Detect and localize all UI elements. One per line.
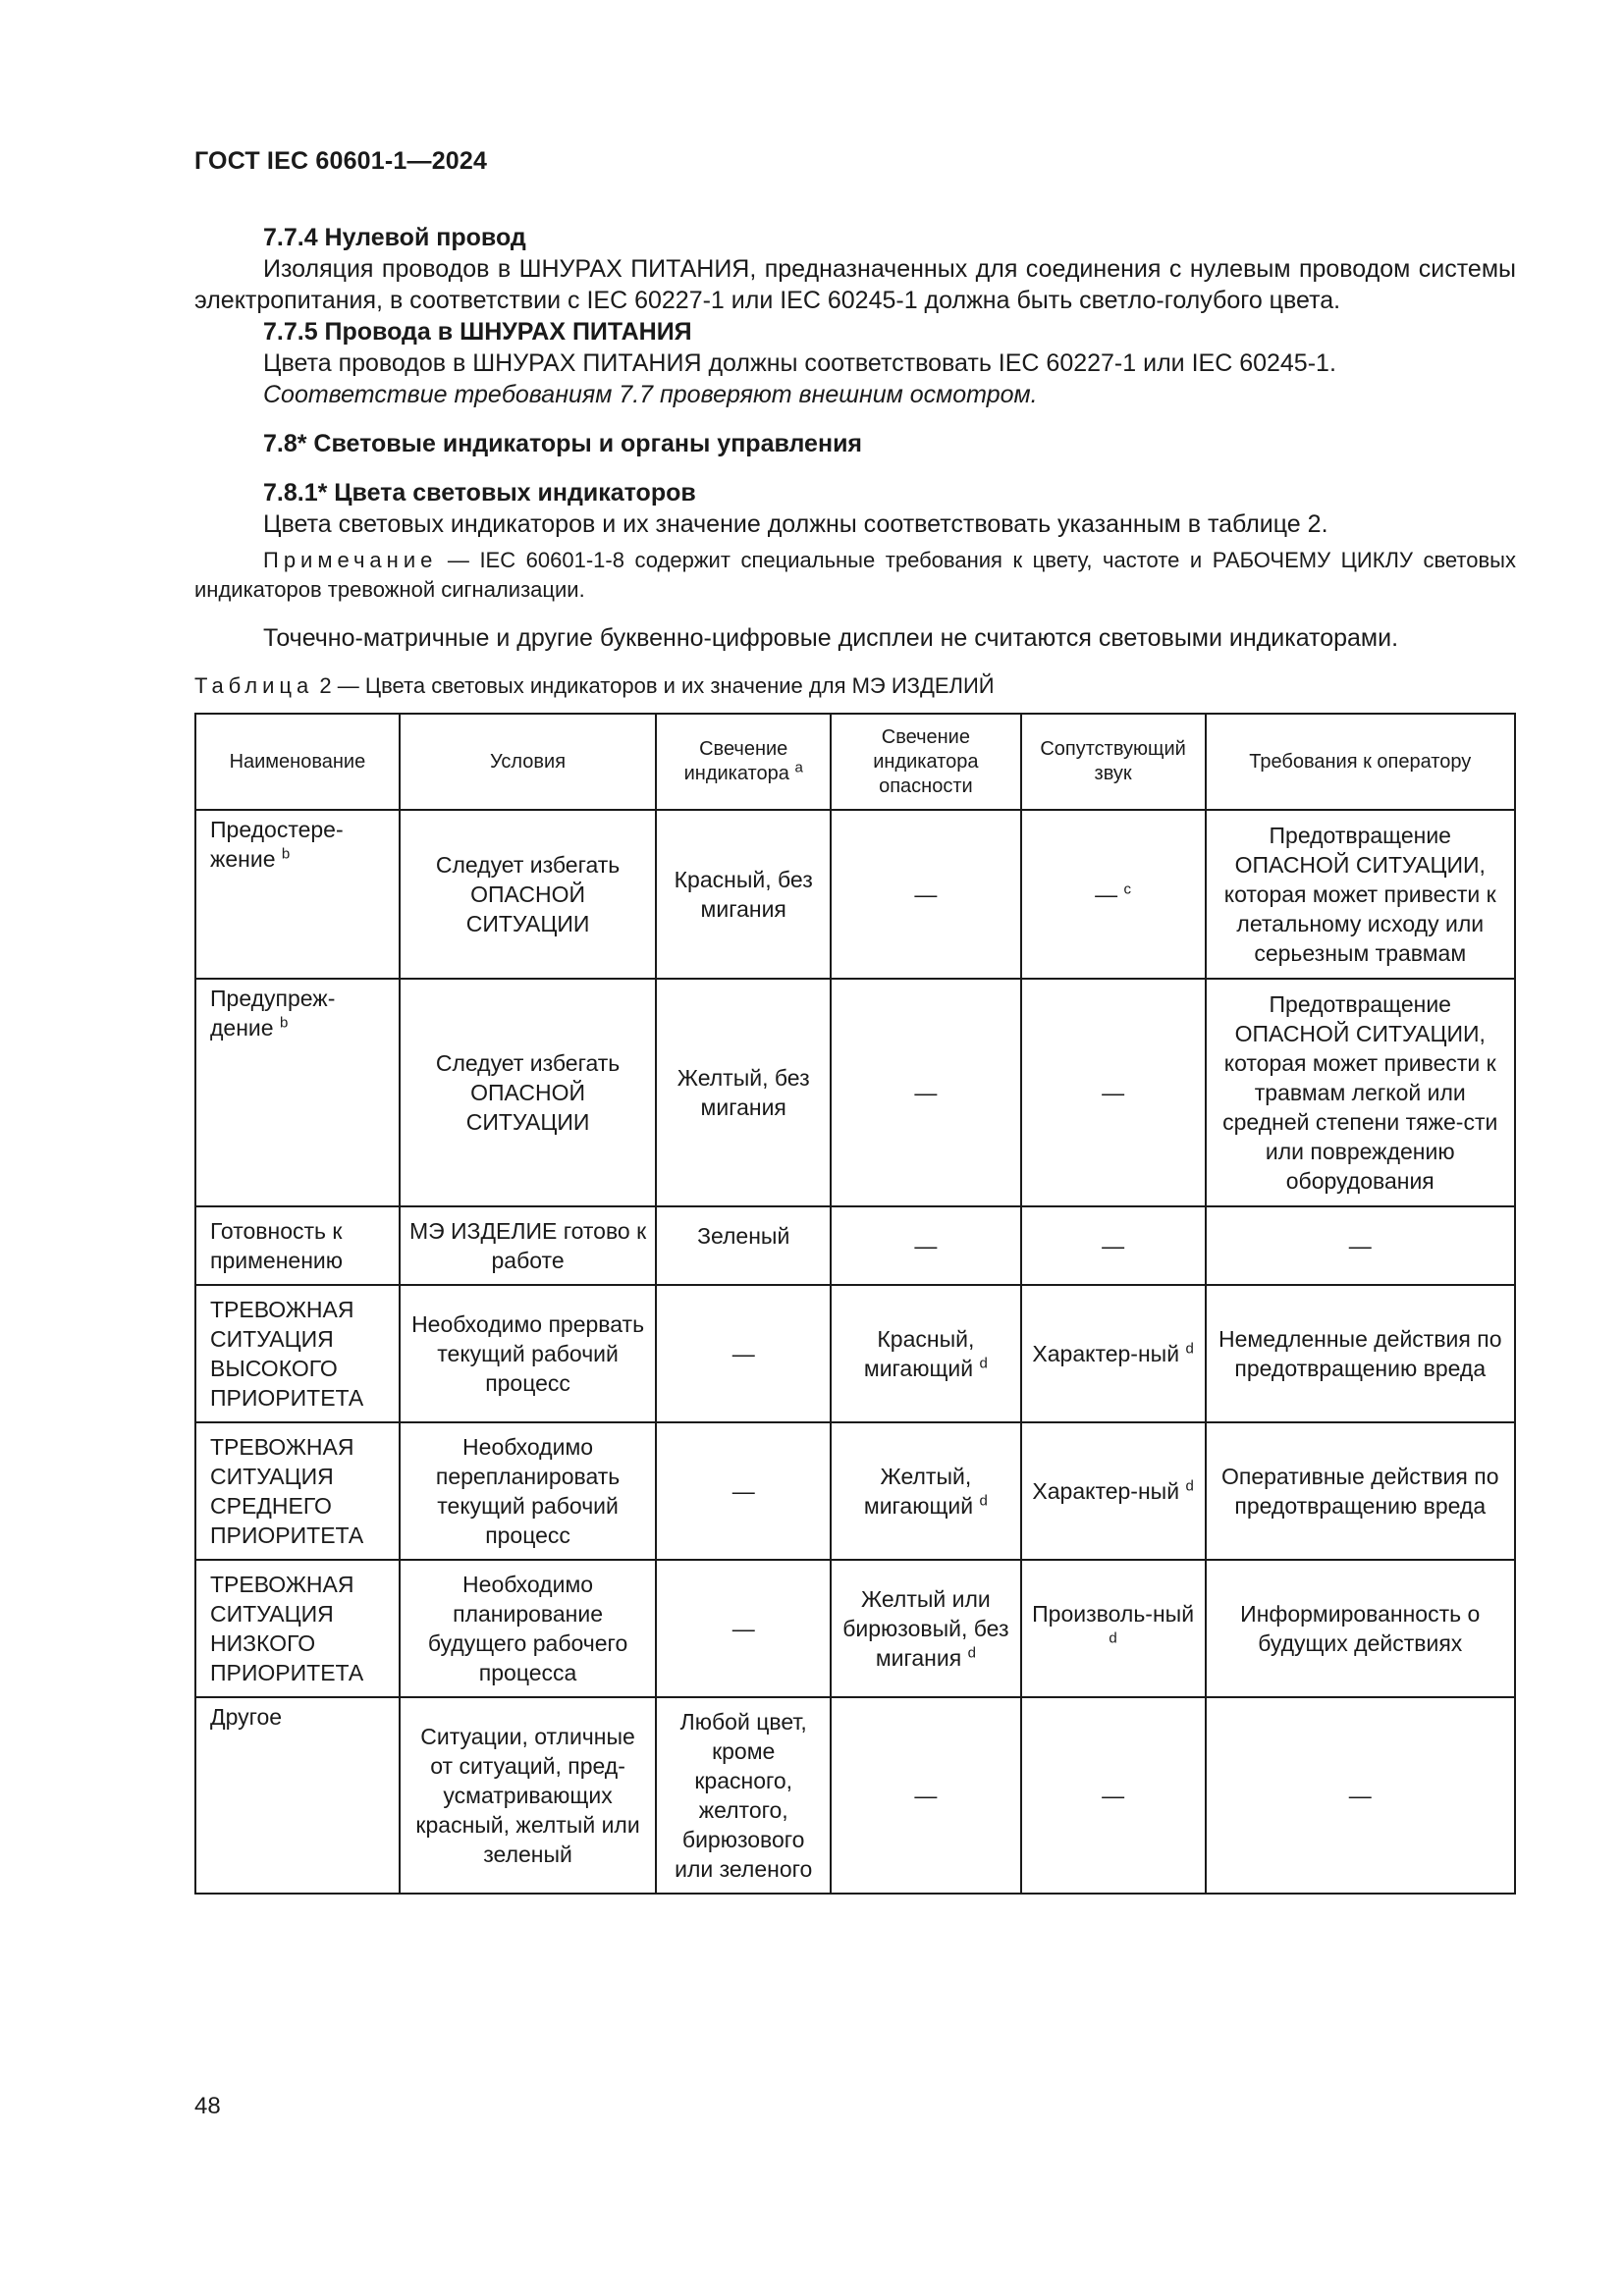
cell-conditions: Необходимо прервать текущий рабочий процесс xyxy=(400,1285,657,1422)
table-caption-label: Таблица xyxy=(194,673,314,698)
cell-sound-text: Произволь-ный xyxy=(1032,1601,1195,1627)
cell-danger xyxy=(831,1206,1021,1285)
cell-sound-text: — xyxy=(1095,881,1118,907)
header-danger: Свечение индикатора опасности xyxy=(831,714,1021,810)
cell-name xyxy=(195,979,400,1206)
cell-indicator: Любой цвет, кроме красного, желтого, бирюзового или зеленого xyxy=(656,1697,831,1894)
section-7-7-5-text: Цвета проводов в ШНУРАХ ПИТАНИЯ должны соответствовать IEC 60227-1 или IEC 60245-1. xyxy=(263,349,1336,377)
cell-indicator: — xyxy=(656,1422,831,1560)
cell-danger-footnote: d xyxy=(967,1644,976,1662)
cell-sound-text: — xyxy=(1102,1233,1125,1258)
cell-conditions: Необходимо перепланировать текущий рабочий процесс xyxy=(400,1422,657,1560)
indicator-colors-table xyxy=(194,713,1516,1895)
cell-name xyxy=(195,1206,400,1285)
cell-operator: Немедленные действия по предотвращению вреда xyxy=(1206,1285,1516,1422)
section-7-7-5-heading: 7.7.5 Провода в ШНУРАХ ПИТАНИЯ xyxy=(263,318,692,346)
cell-danger-text: — xyxy=(914,881,938,907)
section-7-8-1-text: Цвета световых индикаторов и их значение должны соответствовать указанным в таблице 2. xyxy=(263,510,1328,538)
cell-danger xyxy=(831,1697,1021,1894)
cell-danger xyxy=(831,810,1021,979)
cell-danger-footnote: d xyxy=(979,1492,988,1510)
cell-sound xyxy=(1021,1560,1206,1697)
table-row xyxy=(195,1697,1515,1894)
table-row xyxy=(195,810,1515,979)
table-row xyxy=(195,1206,1515,1285)
compliance-statement: Соответствие требованиям 7.7 проверяют внешним осмотром. xyxy=(263,381,1038,408)
cell-sound-footnote: d xyxy=(1109,1629,1117,1647)
cell-danger xyxy=(831,979,1021,1206)
note-paragraph xyxy=(194,546,1516,605)
cell-name-text: Готовность к применению xyxy=(210,1218,343,1273)
cell-sound-text: — xyxy=(1102,1080,1125,1105)
cell-sound-footnote: d xyxy=(1185,1340,1194,1358)
header-sound: Сопутствующий звук xyxy=(1021,714,1206,810)
cell-danger-text: Желтый, мигающий xyxy=(863,1464,974,1519)
cell-sound xyxy=(1021,1697,1206,1894)
cell-sound xyxy=(1021,979,1206,1206)
cell-danger-text: — xyxy=(914,1233,938,1258)
cell-name xyxy=(195,1697,400,1894)
cell-name-text: ТРЕВОЖНАЯ СИТУАЦИЯ ВЫСОКОГО ПРИОРИТЕТА xyxy=(210,1297,364,1411)
table-header-row xyxy=(195,714,1515,810)
note-text: — IEC 60601-1-8 содержит специальные требования к цвету, частоте и РАБОЧЕМУ ЦИКЛУ световых индикаторов тревожной сигнализации. xyxy=(194,548,1516,602)
table-row xyxy=(195,979,1515,1206)
cell-indicator: — xyxy=(656,1285,831,1422)
cell-danger-text: Желтый или бирюзовый, без мигания xyxy=(842,1586,1009,1671)
table-row xyxy=(195,1422,1515,1560)
cell-danger xyxy=(831,1285,1021,1422)
cell-operator: Предотвращение ОПАСНОЙ СИТУАЦИИ, которая может привести к травмам легкой или средней степени тяже-сти или повреждению оборудования xyxy=(1206,979,1516,1206)
cell-name-text: Предостере-жение xyxy=(210,817,344,872)
cell-sound xyxy=(1021,1285,1206,1422)
page-content xyxy=(194,222,1516,1895)
cell-name-text: ТРЕВОЖНАЯ СИТУАЦИЯ СРЕДНЕГО ПРИОРИТЕТА xyxy=(210,1434,364,1548)
cell-conditions: Следует избегать ОПАСНОЙ СИТУАЦИИ xyxy=(400,979,657,1206)
cell-conditions: МЭ ИЗДЕЛИЕ готово к работе xyxy=(400,1206,657,1285)
table-caption xyxy=(194,671,1516,701)
cell-danger-text: — xyxy=(914,1080,938,1105)
cell-danger xyxy=(831,1422,1021,1560)
cell-indicator: Желтый, без мигания xyxy=(656,979,831,1206)
cell-name-text: ТРЕВОЖНАЯ СИТУАЦИЯ НИЗКОГО ПРИОРИТЕТА xyxy=(210,1572,364,1685)
cell-operator: — xyxy=(1206,1697,1516,1894)
note-label: Примечание xyxy=(263,548,438,572)
cell-name-footnote: b xyxy=(279,1014,289,1032)
cell-operator: Предотвращение ОПАСНОЙ СИТУАЦИИ, которая может привести к летальному исходу или серьезным травмам xyxy=(1206,810,1516,979)
header-indicator-label: Свечение индикатора xyxy=(683,738,789,784)
cell-sound-text: Характер-ный xyxy=(1032,1478,1180,1504)
table-row xyxy=(195,1560,1515,1697)
section-7-8-1-text2: Точечно-матричные и другие буквенно-цифровые дисплеи не считаются световыми индикаторами. xyxy=(263,624,1399,652)
table-caption-text: 2 — Цвета световых индикаторов и их значение для МЭ ИЗДЕЛИЙ xyxy=(313,673,995,698)
cell-operator: Оперативные действия по предотвращению вреда xyxy=(1206,1422,1516,1560)
header-conditions: Условия xyxy=(400,714,657,810)
cell-name xyxy=(195,810,400,979)
cell-conditions: Следует избегать ОПАСНОЙ СИТУАЦИИ xyxy=(400,810,657,979)
cell-operator: — xyxy=(1206,1206,1516,1285)
cell-sound xyxy=(1021,1422,1206,1560)
cell-sound xyxy=(1021,1206,1206,1285)
cell-conditions: Необходимо планирование будущего рабочего процесса xyxy=(400,1560,657,1697)
cell-sound-text: — xyxy=(1102,1783,1125,1808)
cell-indicator: Красный, без мигания xyxy=(656,810,831,979)
header-operator: Требования к оператору xyxy=(1206,714,1516,810)
cell-conditions: Ситуации, отличные от ситуаций, пред-усматривающих красный, желтый или зеленый xyxy=(400,1697,657,1894)
cell-sound xyxy=(1021,810,1206,979)
section-7-7-4-heading: 7.7.4 Нулевой провод xyxy=(263,224,526,251)
cell-indicator: — xyxy=(656,1560,831,1697)
section-7-7-4-text: Изоляция проводов в ШНУРАХ ПИТАНИЯ, предназначенных для соединения с нулевым проводом системы электропитания, в соответствии с IEC 60227-1 или IEC 60245-1 должна быть светло-голубого цвета. xyxy=(194,255,1516,314)
cell-name-text: Другое xyxy=(210,1704,283,1730)
cell-sound-footnote: c xyxy=(1123,881,1132,898)
cell-sound-text: Характер-ный xyxy=(1032,1341,1180,1366)
section-7-8-1-heading: 7.8.1* Цвета световых индикаторов xyxy=(263,479,696,507)
header-name: Наименование xyxy=(195,714,400,810)
cell-name xyxy=(195,1560,400,1697)
header-indicator xyxy=(656,714,831,810)
document-header: ГОСТ IEC 60601-1—2024 xyxy=(194,147,488,175)
table-row xyxy=(195,1285,1515,1422)
section-7-8-heading: 7.8* Световые индикаторы и органы управления xyxy=(263,430,863,457)
cell-danger-footnote: d xyxy=(979,1355,988,1372)
cell-name xyxy=(195,1422,400,1560)
cell-danger-text: — xyxy=(914,1783,938,1808)
cell-name xyxy=(195,1285,400,1422)
page-number: 48 xyxy=(194,2093,221,2119)
cell-name-text: Предупреж-дение xyxy=(210,986,336,1041)
cell-indicator: Зеленый xyxy=(656,1206,831,1285)
cell-danger-text: Красный, мигающий xyxy=(863,1326,975,1381)
cell-operator: Информированность о будущих действиях xyxy=(1206,1560,1516,1697)
cell-name-footnote: b xyxy=(281,845,291,863)
cell-danger xyxy=(831,1560,1021,1697)
header-indicator-footnote: a xyxy=(794,759,803,776)
cell-sound-footnote: d xyxy=(1185,1477,1194,1495)
